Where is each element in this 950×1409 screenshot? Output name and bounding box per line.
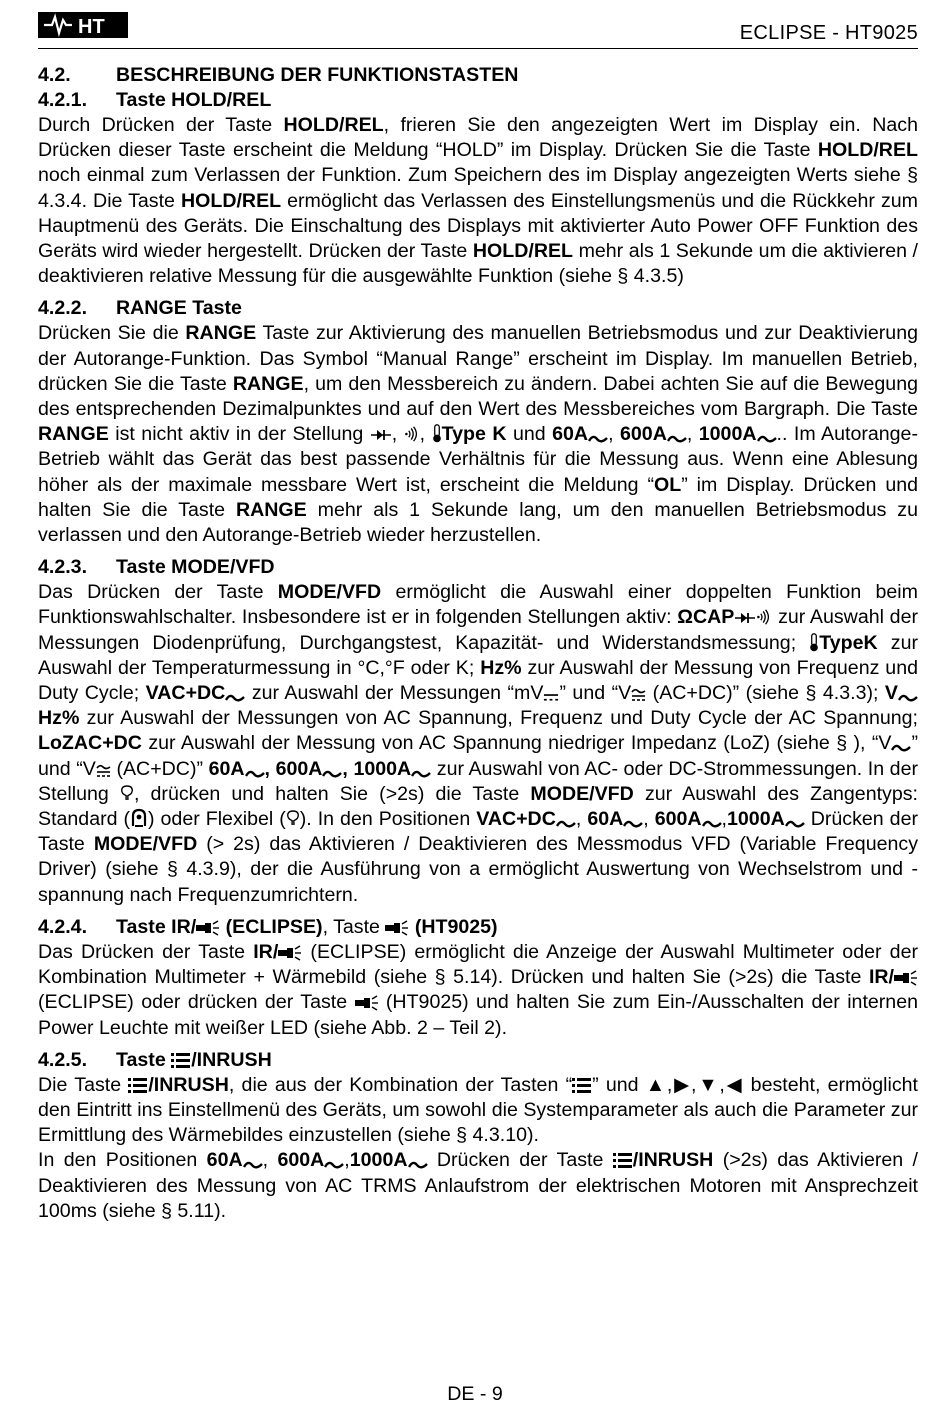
menu-icon	[613, 1152, 633, 1169]
page-content	[38, 63, 918, 1224]
thermometer-icon	[809, 632, 819, 652]
paragraph-mode-vfd: Das Drücken der Taste MODE/VFD ermöglicht die Auswahl einer doppelten Funktion beim Funktionswahlschalter. Insbesondere ist er in folgenden Stellungen aktiv: ΩCAP zur Auswahl der Messungen Diodenprüfung, Durchgangstest, Kapazität- und Widerstandsmessung; TypeK zur Auswahl der Temperaturmessung in °C,°F oder K; Hz% zur Auswahl der Messung von Frequenz und Duty Cycle; VAC+DC zur Auswahl der Messungen “mV ” und “V (AC+DC)” (siehe § 4.3.3); VHz% zur Auswahl der Messungen von AC Spannung, Frequenz und Duty Cycle der AC Spannung; LoZAC+DC zur Auswahl der Messung von AC Spannung niedriger Impedanz (LoZ) (siehe § ), “V ” und “V (AC+DC)” 60A , 600A , 1000A zur Auswahl von AC- oder DC-Strommessungen. In der Stellung , drücken und halten Sie (>2s) die Taste MODE/VFD zur Auswahl des Zangentyps: Standard ( ) oder Flexibel ( ). In den Positionen VAC+DC , 60A , 600A ,1000A Drücken der Taste MODE/VFD (> 2s) das Aktivieren / Deaktivieren des Messmodus VFD (Variable Frequency Driver) (siehe § 4.3.9), der die Ausführung von a ermöglicht Auswertung von Wechselstrom und -spannung nach Frequenzumrichtern.	[38, 581, 918, 906]
menu-icon	[572, 1077, 592, 1094]
ac-dc-icon	[96, 764, 111, 778]
ac-wave-icon	[408, 1159, 428, 1169]
menu-icon	[128, 1077, 148, 1094]
ac-wave-icon	[785, 818, 805, 828]
header-rule	[38, 48, 918, 49]
ht-logo	[38, 12, 128, 38]
paragraph-inrush-2: In den Positionen 60A , 600A ,1000A Drücken der Taste /INRUSH (>2s) das Aktivieren / Deaktivieren des Messung von AC TRMS Anlaufstrom der elektrischen Motoren mit Ansprechzeit 100ms (siehe § 5.11).	[38, 1149, 919, 1222]
section-heading-4-2-1: 4.2.1. Taste HOLD/REL	[38, 89, 272, 111]
ac-wave-icon	[588, 433, 608, 443]
clamp-icon	[130, 808, 148, 828]
flashlight-icon	[385, 920, 409, 936]
model-title: ECLIPSE - HT9025	[739, 22, 918, 44]
page-header	[38, 8, 918, 48]
paragraph-range: Drücken Sie die RANGE Taste zur Aktivierung des manuellen Betriebsmodus und zur Deaktivierung der Autorange-Funktion. Das Symbol “Manual Range” erscheint im Display. Im manuellen Betrieb, drücken Sie die Taste RANGE, um den Messbereich zu ändern. Dabei achten Sie auf die Bewegung des entsprechenden Dezimalpunktes und auf den Wert des Messbereiches vom Bargraph. Die Taste RANGE ist nicht aktiv in der Stellung , , Type K und 60A , 600A , 1000A .. Im Autorange-Betrieb wählt das Gerät das best passende Verhältnis für die Messung aus. Wenn eine Ablesung höher als der maximale messbare Wert ist, erscheint die Meldung “OL” im Display. Drücken und halten Sie die Taste RANGE mehr als 1 Sekunde lang, um den manuellen Betriebsmodus zu verlassen und den Autorange-Betrieb wieder herzustellen.	[38, 322, 919, 547]
ac-wave-icon	[623, 818, 643, 828]
section-heading-4-2-4: 4.2.4. Taste IR/ (ECLIPSE), Taste (HT9025)	[38, 915, 498, 938]
ac-wave-icon	[245, 768, 265, 778]
ac-wave-icon	[243, 1159, 263, 1169]
menu-icon	[171, 1052, 191, 1069]
page-number: DE - 9	[447, 1383, 503, 1405]
flashlight-icon	[278, 945, 302, 961]
paragraph-ir-light: Das Drücken der Taste IR/ (ECLIPSE) ermöglicht die Anzeige der Auswahl Multimeter oder der Kombination Multimeter + Wärmebild (siehe § 5.14). Drücken und halten Sie (>2s) die Taste IR/ (ECLIPSE) oder drücken der Taste (HT9025) und halten Sie zum Ein-/Ausschalten der internen Power Leuchte mit weißer LED (siehe Abb. 2 – Teil 2).	[38, 940, 918, 1039]
section-heading-4-2-2: 4.2.2. RANGE Taste	[38, 297, 242, 320]
section-heading-4-2-5: 4.2.5. Taste /INRUSH	[38, 1048, 272, 1071]
ac-wave-icon	[225, 692, 245, 702]
continuity-icon	[404, 425, 420, 443]
diode-icon	[370, 427, 392, 443]
ac-wave-icon	[757, 433, 777, 443]
dc-icon	[543, 689, 559, 702]
flex-clamp-icon	[286, 808, 300, 828]
ac-wave-icon	[702, 818, 722, 828]
ac-wave-icon	[667, 433, 687, 443]
ac-wave-icon	[411, 768, 431, 778]
section-heading-4-2-3: 4.2.3. Taste MODE/VFD	[38, 556, 275, 579]
ac-dc-icon	[631, 688, 646, 702]
diode-icon	[734, 610, 756, 626]
paragraph-inrush-1: Die Taste /INRUSH, die aus der Kombination der Tasten “ ” und ▲,▶,▼,◀ besteht, ermöglicht den Eintritt ins Einstellmenü des Geräts, um sowohl die Systemparameter als auch die Parameter zur Ermittlung des Wärmebildes einzustellen (siehe § 4.3.10).	[38, 1073, 919, 1147]
ac-wave-icon	[891, 742, 911, 752]
logo-text: HT	[78, 16, 105, 38]
section-heading-4-2: 4.2. BESCHREIBUNG DER FUNKTIONSTASTEN	[38, 64, 519, 86]
ac-wave-icon	[556, 818, 576, 828]
thermometer-icon	[432, 423, 442, 443]
ac-wave-icon	[898, 692, 918, 702]
paragraph-hold-rel: Durch Drücken der Taste HOLD/REL, frieren Sie den angezeigten Wert im Display ein. Nach Drücken dieser Taste erscheint die Meldung “HOLD” im Display. Drücken Sie die Taste HOLD/REL noch einmal zum Verlassen der Funktion. Zum Speichern des im Display angezeigten Werts siehe § 4.3.4. Die Taste HOLD/REL ermöglicht das Verlassen des Einstellungsmenüs und die Rückkehr zum Hauptmenü des Geräts. Die Einschaltung des Displays mit aktivierter Auto Power OFF Funktion des Geräts wird wieder hergestellt. Drücken der Taste HOLD/REL mehr als 1 Sekunde um die aktivieren / deaktivieren relative Messung für die ausgewählte Funktion (siehe § 4.3.5)	[38, 114, 918, 288]
continuity-icon	[756, 608, 772, 626]
ac-wave-icon	[324, 1159, 344, 1169]
ac-wave-icon	[322, 768, 342, 778]
flashlight-icon	[894, 970, 918, 986]
flex-clamp-icon	[120, 783, 134, 803]
flashlight-icon	[196, 920, 220, 936]
flashlight-icon	[355, 995, 379, 1011]
